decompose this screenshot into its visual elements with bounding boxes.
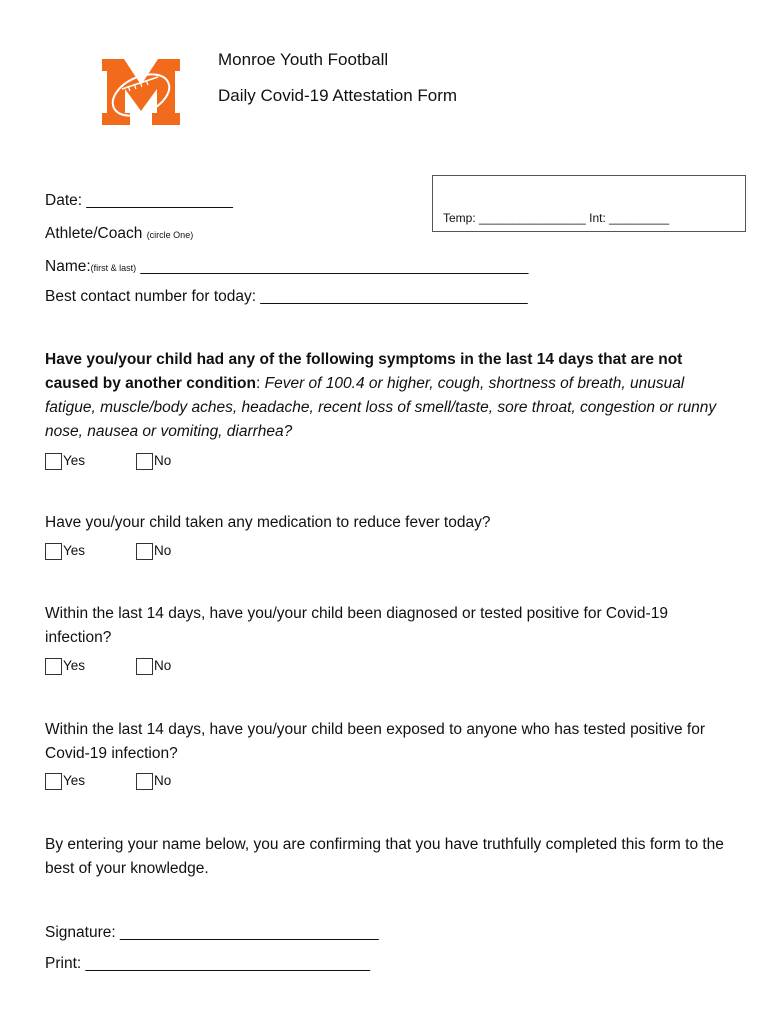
q1-yes-label: Yes bbox=[63, 453, 86, 468]
form-org-title: Monroe Youth Football bbox=[218, 50, 389, 69]
q3-yes-option[interactable] bbox=[45, 658, 85, 675]
form-title: Daily Covid-19 Attestation Form bbox=[218, 86, 458, 105]
role-row bbox=[45, 225, 193, 243]
q2-no-checkbox[interactable] bbox=[136, 543, 153, 560]
confirmation-statement: By entering your name below, you are confirming that you have truthfully completed this form to the best of your knowledge. bbox=[45, 836, 724, 877]
q1-colon: : bbox=[256, 375, 265, 392]
signature-label: Signature: bbox=[45, 924, 116, 941]
date-label: Date: bbox=[45, 192, 83, 209]
q1-no-option[interactable] bbox=[136, 453, 171, 470]
print-row bbox=[45, 955, 370, 973]
q1-yes-checkbox[interactable] bbox=[45, 453, 62, 470]
q4-no-checkbox[interactable] bbox=[136, 773, 153, 790]
q2-no-label: No bbox=[154, 543, 172, 558]
print-label: Print: bbox=[45, 955, 82, 972]
q1-no-label: No bbox=[154, 453, 172, 468]
q3-no-label: No bbox=[154, 658, 172, 673]
date-row bbox=[45, 192, 233, 210]
q3-no-checkbox[interactable] bbox=[136, 658, 153, 675]
temp-field[interactable]: Temp: ________________ Int: _________ bbox=[443, 211, 670, 225]
date-field[interactable]: _________________ bbox=[86, 192, 233, 209]
name-label: Name: bbox=[45, 258, 91, 275]
role-note: (circle One) bbox=[146, 230, 194, 240]
q3-yes-label: Yes bbox=[63, 658, 86, 673]
q1-italic-text: Fever of 100.4 or higher, cough, shortness of breath, unusual fatigue, muscle/body aches, headache, recent loss of smell/taste, sore throat, congestion or runny nose, nausea or vomiting, diarrhea? bbox=[45, 375, 717, 440]
name-note: (first & last) bbox=[90, 263, 137, 273]
q2-yes-label: Yes bbox=[63, 543, 86, 558]
contact-row bbox=[45, 288, 528, 306]
q2-yes-checkbox[interactable] bbox=[45, 543, 62, 560]
contact-field[interactable]: _______________________________ bbox=[260, 288, 528, 305]
question-exposed: Within the last 14 days, have you/your child been exposed to anyone who has tested positive for Covid-19 infection? bbox=[45, 721, 706, 762]
name-field[interactable]: _____________________________________________ bbox=[140, 258, 529, 275]
q3-no-option[interactable] bbox=[136, 658, 171, 675]
temp-box bbox=[432, 175, 746, 232]
role-label[interactable]: Athlete/Coach bbox=[45, 225, 143, 242]
q4-yes-label: Yes bbox=[63, 773, 86, 788]
monroe-m-logo bbox=[100, 55, 182, 127]
q4-yes-checkbox[interactable] bbox=[45, 773, 62, 790]
name-row bbox=[45, 258, 528, 276]
q2-yes-option[interactable] bbox=[45, 543, 85, 560]
print-field[interactable]: _________________________________ bbox=[85, 955, 370, 972]
q4-no-option[interactable] bbox=[136, 773, 171, 790]
q3-yes-checkbox[interactable] bbox=[45, 658, 62, 675]
q2-no-option[interactable] bbox=[136, 543, 171, 560]
q4-yes-option[interactable] bbox=[45, 773, 85, 790]
q1-no-checkbox[interactable] bbox=[136, 453, 153, 470]
signature-field[interactable]: ______________________________ bbox=[119, 924, 379, 941]
question-symptoms bbox=[45, 348, 725, 444]
question-medication: Have you/your child taken any medication to reduce fever today? bbox=[45, 514, 491, 531]
contact-label: Best contact number for today: bbox=[45, 288, 257, 305]
signature-row bbox=[45, 924, 379, 942]
q1-bold-text: Have you/your child had any of the following symptoms in the last 14 days that are not caused by another condition bbox=[45, 351, 683, 392]
q4-no-label: No bbox=[154, 773, 172, 788]
q1-yes-option[interactable] bbox=[45, 453, 85, 470]
question-diagnosed: Within the last 14 days, have you/your child been diagnosed or tested positive for Covid-19 infection? bbox=[45, 605, 668, 646]
